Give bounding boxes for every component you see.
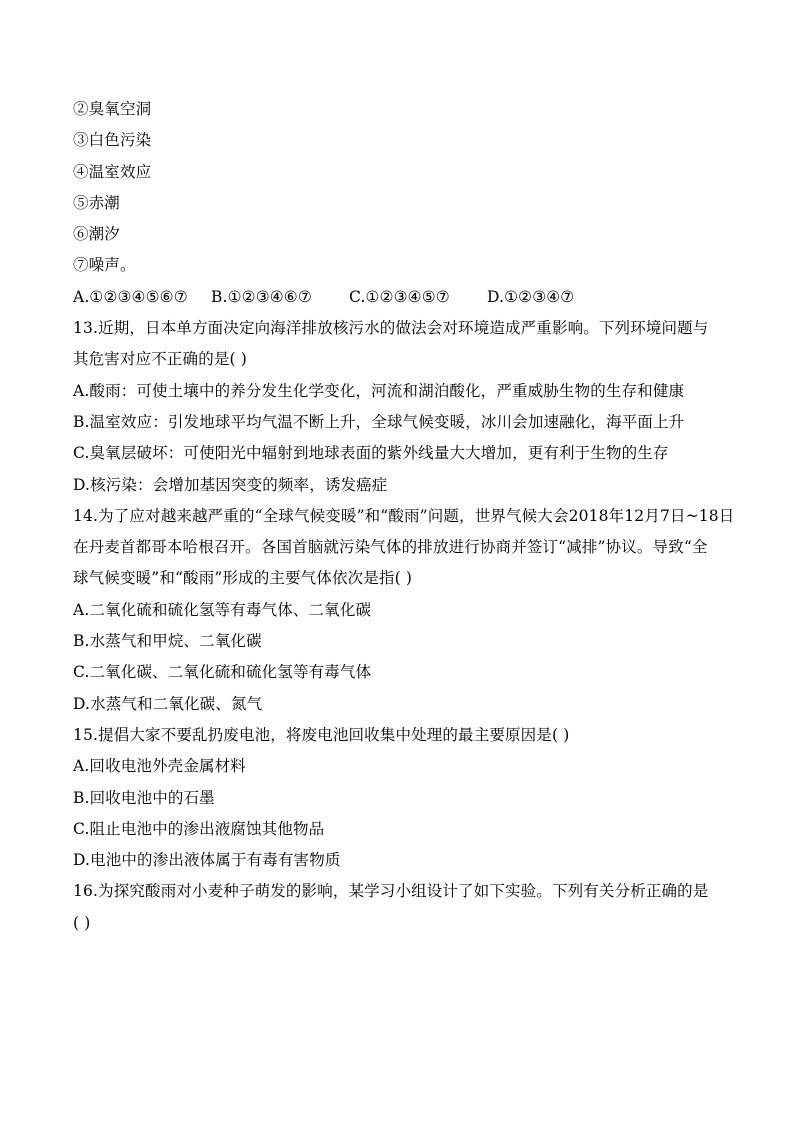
q13-stem-line-1: 13.近期，日本单方面决定向海洋排放核污水的做法会对环境造成严重影响。下列环境问题与: [73, 319, 709, 338]
q14-stem-line-2: 在丹麦首都哥本哈根召开。各国首脑就污染气体的排放进行协商并签订“减排”协议。导致“全: [73, 538, 708, 557]
q14-stem-line-1: 14.为了应对越来越严重的“全球气候变暖”和“酸雨”问题，世界气候大会2018年12月7日~18日: [73, 506, 735, 525]
q16-stem-line-2: ( ): [73, 913, 91, 932]
q14-stem-line-3: 球气候变暖”和“酸雨”形成的主要气体依次是指( ): [73, 569, 413, 588]
q12-option-c: C.①②③④⑤⑦: [349, 287, 450, 306]
q12-options: [73, 282, 721, 313]
q14-option-a: A.二氧化硫和硫化氢等有毒气体、二氧化碳: [73, 600, 372, 619]
q13-stem-line-2: 其危害对应不正确的是( ): [73, 350, 247, 369]
list-item: ⑥潮汐: [73, 225, 120, 244]
q13-option-b: B.温室效应：引发地球平均气温不断上升，全球气候变暖，冰川会加速融化，海平面上升: [73, 412, 685, 431]
q12-option-a: A.①②③④⑤⑥⑦: [73, 287, 188, 306]
page-content: [73, 94, 735, 939]
q13-option-d: D.核污染：会增加基因突变的频率，诱发癌症: [73, 475, 388, 494]
q14-option-d: D.水蒸气和二氧化碳、氮气: [73, 694, 263, 713]
list-item: ④温室效应: [73, 162, 152, 181]
list-item: ②臭氧空洞: [73, 100, 152, 118]
q15-option-a: A.回收电池外壳金属材料: [73, 757, 246, 776]
q14-option-c: C.二氧化碳、二氧化硫和硫化氢等有毒气体: [73, 663, 372, 682]
list-item: ⑤赤潮: [73, 193, 120, 212]
q13-option-c: C.臭氧层破坏：可使阳光中辐射到地球表面的紫外线量大大增加，更有利于生物的生存: [73, 444, 669, 463]
q12-option-d: D.①②③④⑦: [487, 287, 575, 306]
q14-option-b: B.水蒸气和甲烷、二氧化碳: [73, 632, 262, 651]
q15-option-d: D.电池中的渗出液体属于有毒有害物质: [73, 851, 341, 870]
q16-stem-line-1: 16.为探究酸雨对小麦种子萌发的影响，某学习小组设计了如下实验。下列有关分析正确的是: [73, 882, 709, 901]
q15-option-c: C.阻止电池中的渗出液腐蚀其他物品: [73, 819, 325, 838]
q15-stem-line-1: 15.提倡大家不要乱扔废电池，将废电池回收集中处理的最主要原因是( ): [73, 725, 570, 744]
list-item: ⑦噪声。: [73, 256, 136, 275]
q12-option-b: B.①②③④⑥⑦: [211, 287, 312, 306]
q13-option-a: A.酸雨：可使土壤中的养分发生化学变化，河流和湖泊酸化，严重威胁生物的生存和健康: [73, 381, 685, 400]
list-item: ③白色污染: [73, 131, 152, 150]
q15-option-b: B.回收电池中的石墨: [73, 788, 215, 807]
